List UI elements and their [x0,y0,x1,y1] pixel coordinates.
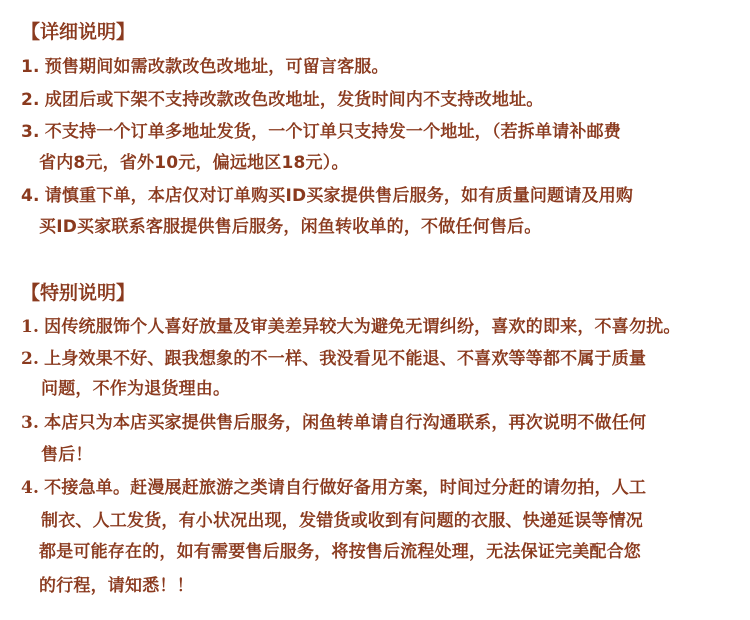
special-item-3-number: 3. [21,413,40,433]
special-item-1 [21,315,681,339]
special-item-4-continuation-3: 的行程，请知悉！！ [39,576,194,596]
special-item-4 [21,476,646,500]
details-item-1-number: 1. [21,57,40,77]
special-item-2-continuation: 问题，不作为退货理由。 [41,379,231,399]
details-item-2-text: 成团后或下架不支持改款改色改地址，发货时间内不支持改地址。 [44,90,544,110]
details-item-1-text: 预售期间如需改款改色改地址，可留言客服。 [44,57,389,77]
details-item-2-number: 2. [21,90,40,110]
special-item-2-text: 上身效果不好、跟我想象的不一样、我没看见不能退、不喜欢等等都不属于质量 [44,349,647,369]
details-heading: 【详细说明】 [21,21,136,43]
details-item-3-number: 3. [21,122,40,142]
special-item-4-number: 4. [21,478,40,498]
details-item-3 [21,120,621,144]
details-item-4-text: 请慎重下单，本店仅对订单购买ID买家提供售后服务，如有质量问题请及用购 [44,186,634,206]
details-item-4-continuation: 买ID买家联系客服提供售后服务，闲鱼转收单的，不做任何售后。 [39,217,542,237]
special-item-2 [21,347,646,371]
special-item-1-number: 1. [21,317,40,337]
details-item-3-text: 不支持一个订单多地址发货，一个订单只支持发一个地址，（若拆单请补邮费 [44,122,621,142]
special-item-4-continuation-1: 制衣、人工发货，有小状况出现，发错货或收到有问题的衣服、快递延误等情况 [41,511,643,531]
special-item-3 [21,411,646,435]
special-item-4-continuation-2: 都是可能存在的，如有需要售后服务，将按售后流程处理，无法保证完美配合您 [39,542,641,562]
details-item-4-number: 4. [21,186,40,206]
special-item-3-text: 本店只为本店买家提供售后服务，闲鱼转单请自行沟通联系，再次说明不做任何 [44,413,647,433]
special-item-1-text: 因传统服饰个人喜好放量及审美差异较大为避免无谓纠纷，喜欢的即来，不喜勿扰。 [44,317,681,337]
details-item-1 [21,55,389,79]
details-item-2 [21,88,544,112]
details-item-3-continuation: 省内8元，省外10元，偏远地区18元）。 [39,153,349,173]
special-heading: 【特别说明】 [21,282,136,304]
details-item-4 [21,184,633,208]
special-item-2-number: 2. [21,349,40,369]
special-item-3-continuation: 售后！ [41,445,93,465]
special-item-4-text: 不接急单。赶漫展赶旅游之类请自行做好备用方案，时间过分赶的请勿拍，人工 [44,478,647,498]
